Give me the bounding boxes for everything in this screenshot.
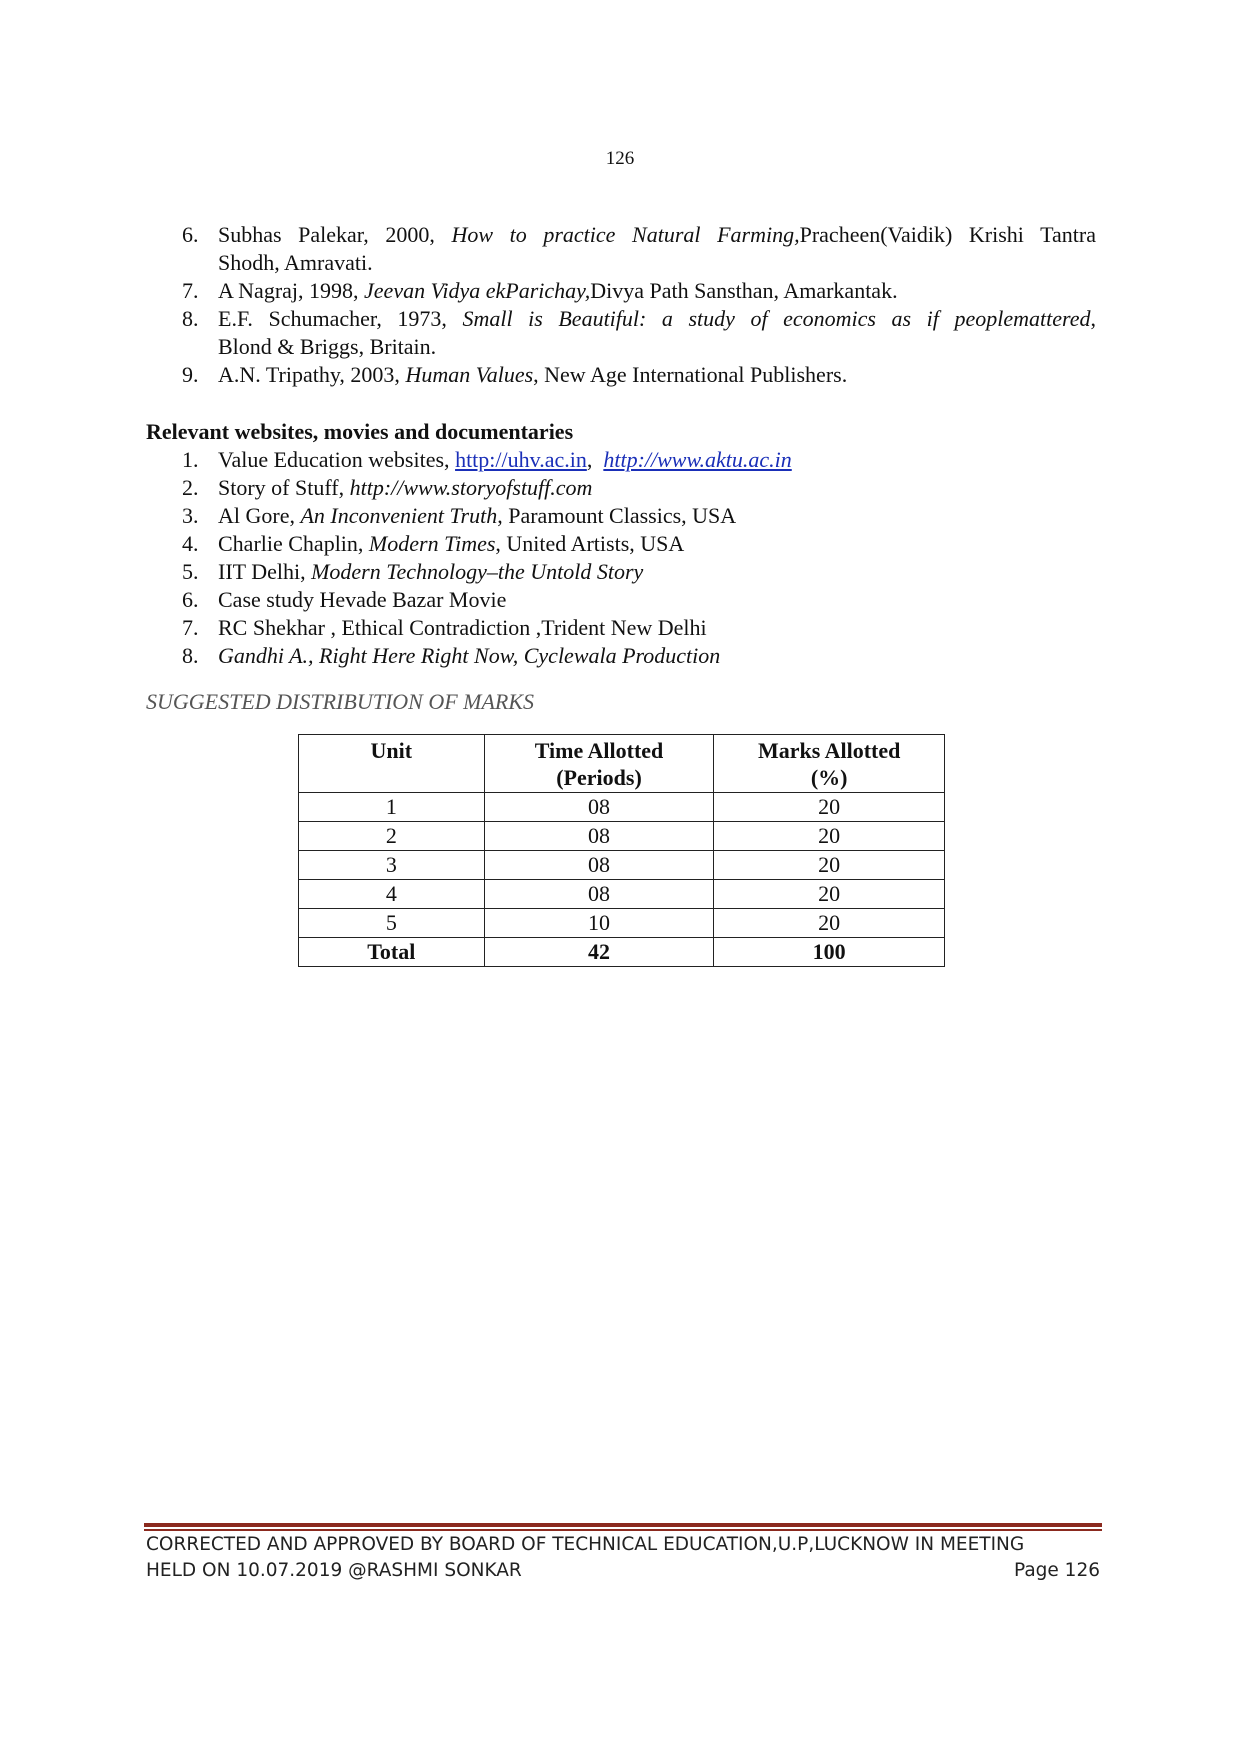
list-text: IIT Delhi,	[218, 559, 312, 584]
list-item	[146, 614, 1096, 642]
list-italic-text: Modern Technology–the Untold Story	[311, 559, 644, 584]
table-row	[299, 822, 945, 851]
list-item	[146, 446, 1096, 474]
uhv-link[interactable]: http://uhv.ac.in	[455, 447, 587, 472]
list-item	[146, 474, 1096, 502]
list-text: Story of Stuff,	[218, 475, 350, 500]
aktu-link-text: http://www.aktu.ac.in	[603, 447, 792, 472]
reference-text: E.F. Schumacher, 1973,	[218, 306, 463, 331]
cell-total-label: Total	[299, 938, 485, 967]
reference-list	[146, 221, 1096, 389]
list-number: 5.	[182, 559, 199, 584]
list-text: Charlie Chaplin,	[218, 531, 369, 556]
cell-time: 08	[484, 851, 714, 880]
table-row	[299, 880, 945, 909]
header-marks-allotted	[714, 735, 945, 793]
list-number: 6.	[182, 222, 199, 247]
cell-unit: 4	[299, 880, 485, 909]
list-text: ,	[586, 447, 604, 472]
marks-heading: SUGGESTED DISTRIBUTION OF MARKS	[146, 689, 535, 714]
reference-text: , New Age International Publishers.	[533, 362, 848, 387]
table-row	[299, 909, 945, 938]
reference-text: A.N. Tripathy, 2003,	[218, 362, 406, 387]
reference-text: Divya Path Sansthan, Amarkantak.	[590, 278, 898, 303]
cell-time: 08	[484, 880, 714, 909]
cell-marks: 20	[714, 822, 945, 851]
header-unit	[299, 735, 485, 793]
list-item	[146, 642, 1096, 670]
footer-approval-line: CORRECTED AND APPROVED BY BOARD OF TECHNICAL EDUCATION,U.P,LUCKNOW IN MEETING	[146, 1534, 1025, 1555]
cell-total-marks: 100	[714, 938, 945, 967]
list-number: 9.	[182, 362, 199, 387]
reference-item	[146, 305, 1096, 361]
cell-total-time: 42	[484, 938, 714, 967]
websites-heading: Relevant websites, movies and documentaries	[146, 419, 574, 444]
header-text: (%)	[810, 765, 848, 790]
reference-title: Human Values	[405, 362, 534, 387]
cell-time: 08	[484, 793, 714, 822]
cell-marks: 20	[714, 851, 945, 880]
reference-line-2: Blond & Briggs, Britain.	[218, 334, 437, 359]
list-number: 8.	[182, 306, 199, 331]
reference-item	[146, 221, 1096, 277]
list-number: 4.	[182, 531, 199, 556]
reference-text: ,	[1090, 306, 1096, 331]
header-text: (Periods)	[556, 765, 642, 790]
list-italic-text: Modern Times	[368, 531, 496, 556]
reference-title: Small is Beautiful: a study of economics as if peoplemattered	[462, 306, 1091, 331]
cell-time: 08	[484, 822, 714, 851]
reference-text: Pracheen(Vaidik) Krishi Tantra	[799, 222, 1097, 247]
footer-row	[146, 1558, 1100, 1584]
header-text: Time Allotted	[534, 738, 664, 763]
table-header-row	[299, 735, 945, 793]
reference-item	[146, 361, 1096, 389]
header-time-allotted	[484, 735, 714, 793]
list-text: , United Artists, USA	[495, 531, 685, 556]
marks-table	[298, 734, 945, 967]
reference-line	[218, 221, 1096, 249]
table-row	[299, 851, 945, 880]
list-italic-text: http://www.storyofstuff.com	[349, 475, 593, 500]
list-text: Case study Hevade Bazar Movie	[218, 587, 507, 612]
list-italic-text: Gandhi A., Right Here Right Now, Cyclewala Production	[218, 643, 721, 668]
list-number: 2.	[182, 475, 199, 500]
list-number: 3.	[182, 503, 199, 528]
list-number: 7.	[182, 278, 199, 303]
reference-item	[146, 277, 1096, 305]
list-number: 8.	[182, 643, 199, 668]
aktu-link[interactable]	[603, 447, 791, 472]
reference-title: How to practice Natural Farming,	[451, 222, 800, 247]
footer-meeting-line: HELD ON 10.07.2019 @RASHMI SONKAR	[146, 1560, 522, 1581]
reference-line-2: Shodh, Amravati.	[218, 250, 373, 275]
table-row	[299, 793, 945, 822]
cell-marks: 20	[714, 793, 945, 822]
reference-text: Subhas Palekar, 2000,	[218, 222, 452, 247]
page-number: 126	[605, 148, 635, 169]
footer-page-label: Page 126	[1014, 1560, 1100, 1581]
list-italic-text: An Inconvenient Truth	[300, 503, 498, 528]
header-text: Marks Allotted	[757, 738, 901, 763]
footer-divider	[144, 1523, 1102, 1527]
list-text: , Paramount Classics, USA	[497, 503, 737, 528]
cell-unit: 5	[299, 909, 485, 938]
reference-text: A Nagraj, 1998,	[218, 278, 365, 303]
cell-unit: 3	[299, 851, 485, 880]
reference-line	[218, 305, 1096, 333]
websites-list	[146, 446, 1096, 670]
footer-divider-thin	[144, 1529, 1102, 1531]
list-text: RC Shekhar , Ethical Contradiction ,Trident New Delhi	[218, 615, 707, 640]
footer	[146, 1532, 1100, 1584]
list-item	[146, 558, 1096, 586]
cell-marks: 20	[714, 909, 945, 938]
cell-time: 10	[484, 909, 714, 938]
cell-unit: 2	[299, 822, 485, 851]
list-number: 7.	[182, 615, 199, 640]
reference-title: Jeevan Vidya ekParichay,	[364, 278, 591, 303]
cell-marks: 20	[714, 880, 945, 909]
list-item	[146, 502, 1096, 530]
list-item	[146, 586, 1096, 614]
list-number: 6.	[182, 587, 199, 612]
cell-unit: 1	[299, 793, 485, 822]
list-item	[146, 530, 1096, 558]
list-text: Value Education websites,	[218, 447, 456, 472]
table-total-row	[299, 938, 945, 967]
list-number: 1.	[182, 447, 199, 472]
header-text: Unit	[370, 738, 413, 763]
list-text: Al Gore,	[218, 503, 301, 528]
